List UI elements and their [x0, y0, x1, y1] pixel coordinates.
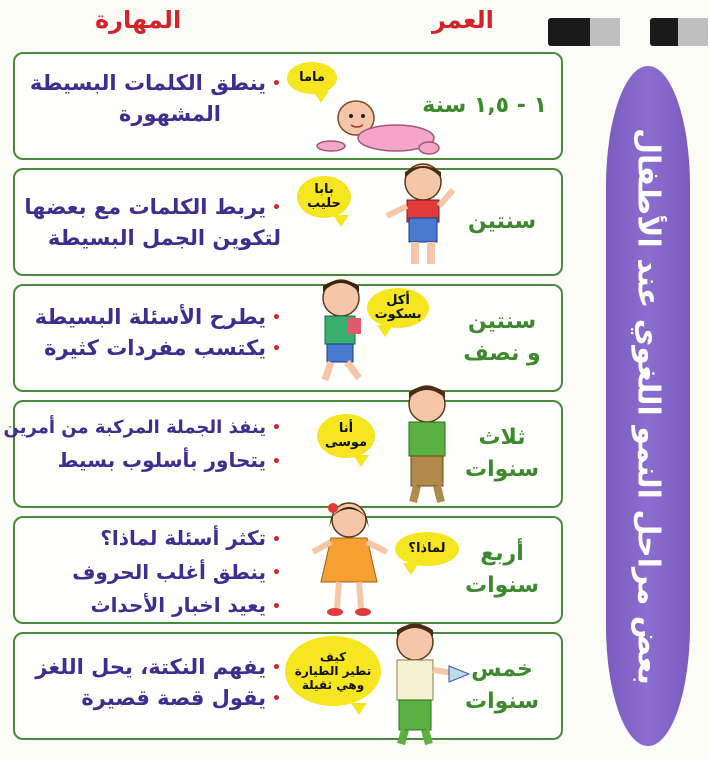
- bullet-icon: •: [272, 341, 281, 357]
- age-label: ١ - ١,٥ سنة: [422, 93, 547, 118]
- skill-text: [35, 302, 281, 364]
- boy-eating-figure: [305, 272, 385, 386]
- age-label: خمس سنوات: [464, 657, 540, 714]
- speech-bubble: أنا موسى: [317, 414, 375, 458]
- skill-line: •يربط الكلمات مع بعضها: [24, 195, 281, 219]
- bullet-icon: •: [272, 531, 281, 548]
- bullet-icon: •: [272, 660, 281, 676]
- skill-line: •يعيد اخبار الأحداث: [90, 593, 281, 617]
- skill-line: لتكوين الجمل البسيطة: [47, 226, 281, 250]
- bullet-icon: •: [272, 691, 281, 707]
- stage-row-3: [13, 284, 563, 392]
- speech-bubble: لماذا؟: [395, 532, 459, 566]
- side-title-oval: [606, 66, 690, 746]
- stage-row-1: [13, 52, 563, 160]
- speech-bubble: ماما: [287, 62, 337, 94]
- age-label: سنتين: [467, 209, 537, 234]
- header-age: العمر: [432, 6, 494, 34]
- header-skill: المهارة: [95, 6, 182, 34]
- skill-line: •ينطق أغلب الحروف: [72, 559, 281, 584]
- skill-line: •ينفذ الجملة المركبة من أمرين: [3, 417, 281, 438]
- skill-line: •يتحاور بأسلوب بسيط: [57, 448, 281, 472]
- girl-figure: [307, 498, 393, 622]
- redacted-block: [650, 18, 708, 46]
- stage-row-6: [13, 632, 563, 740]
- bullet-icon: •: [272, 565, 281, 581]
- skill-text: [4, 412, 281, 478]
- stage-row-2: [13, 168, 563, 276]
- speech-bubble: كيف تطير الطيارة وهي ثقيلة: [285, 636, 381, 706]
- skill-line: •يكتسب مفردات كثيرة: [44, 336, 281, 360]
- bullet-icon: •: [272, 598, 281, 615]
- skill-text: [72, 522, 281, 623]
- age-label: سنتين و نصف: [463, 309, 541, 366]
- bullet-icon: •: [272, 76, 281, 92]
- boy-pointing-figure: [385, 380, 465, 506]
- speech-bubble: أكل بسكوت: [367, 288, 429, 328]
- bullet-icon: •: [272, 200, 281, 216]
- side-title: بعض مراحل النمو اللغوي عند الأطفال: [630, 127, 666, 685]
- bullet-icon: •: [272, 310, 281, 326]
- skill-text: [30, 68, 281, 129]
- stage-row-5: [13, 516, 563, 624]
- skill-line: •ينطق الكلمات البسيطة: [29, 71, 281, 95]
- skill-line: •يفهم النكتة، يحل اللغز: [35, 655, 281, 679]
- skill-line: المشهورة: [118, 102, 221, 126]
- skill-text: [35, 652, 281, 714]
- skill-line: •يقول قصة قصيرة: [81, 686, 281, 710]
- skill-line: •تكثر أسئلة لماذا؟: [100, 526, 281, 550]
- age-label: ثلاث سنوات: [464, 425, 540, 482]
- redacted-block: [548, 18, 620, 46]
- skill-text: [24, 192, 281, 253]
- speech-bubble: بابا حليب: [297, 176, 351, 218]
- stage-row-4: [3, 400, 563, 508]
- age-label: أربع سنوات: [464, 541, 540, 598]
- skill-line: •يطرح الأسئلة البسيطة: [34, 305, 281, 329]
- bullet-icon: •: [272, 420, 281, 436]
- bullet-icon: •: [272, 453, 281, 470]
